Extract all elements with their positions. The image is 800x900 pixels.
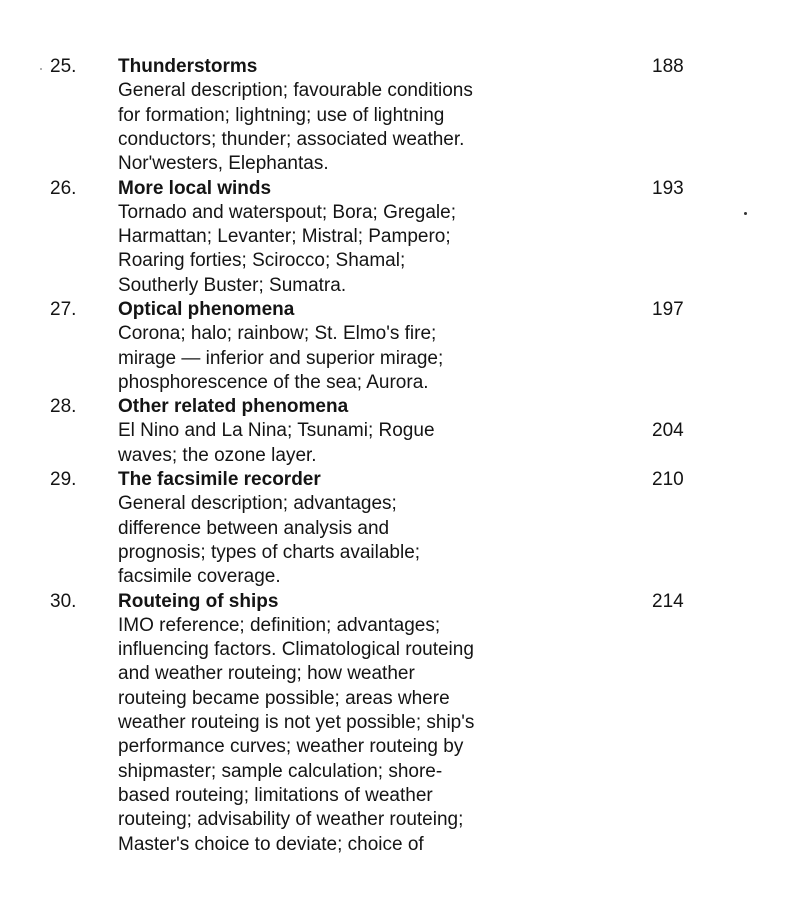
entry-description-line: performance curves; weather routeing by bbox=[118, 736, 464, 758]
entry-description-line: Master's choice to deviate; choice of bbox=[118, 833, 424, 855]
entry-description-line: General description; favourable conditions bbox=[118, 80, 473, 102]
entry-description-line: conductors; thunder; associated weather. bbox=[118, 128, 465, 150]
entry-description-line: Roaring forties; Scirocco; Shamal; bbox=[118, 250, 406, 272]
entry-title: Other related phenomena bbox=[118, 396, 349, 417]
entry-page-number: 197 bbox=[652, 299, 684, 320]
entry-description-line: weather routeing is not yet possible; ship's bbox=[118, 712, 475, 733]
entry-description-line: Corona; halo; rainbow; St. Elmo's fire; bbox=[118, 323, 437, 345]
entry-number: 25. bbox=[50, 56, 77, 77]
entry-description-line: difference between analysis and bbox=[118, 517, 390, 539]
entry-description-line: influencing factors. Climatological routeing bbox=[118, 639, 474, 661]
entry-number: 28. bbox=[50, 396, 77, 417]
entry-title: Routeing of ships bbox=[118, 590, 279, 612]
entry-title: Optical phenomena bbox=[118, 299, 295, 320]
entry-description-line: Southerly Buster; Sumatra. bbox=[118, 274, 347, 296]
entry-title: Thunderstorms bbox=[118, 56, 258, 77]
entry-description-line: El Nino and La Nina; Tsunami; Rogue bbox=[118, 420, 435, 442]
entry-description-line: facsimile coverage. bbox=[118, 566, 281, 588]
entry-description-line: IMO reference; definition; advantages; bbox=[118, 614, 441, 636]
entry-page-number: 214 bbox=[652, 590, 684, 612]
entry-description-line: and weather routeing; how weather bbox=[118, 663, 415, 685]
entry-number: 29. bbox=[50, 469, 77, 490]
entry-description-line: mirage — inferior and superior mirage; bbox=[118, 347, 444, 369]
entry-description-line: Nor'westers, Elephantas. bbox=[118, 153, 329, 175]
entry-title: More local winds bbox=[118, 177, 272, 199]
entry-description-line: shipmaster; sample calculation; shore- bbox=[118, 760, 443, 782]
entry-description-line: waves; the ozone layer. bbox=[118, 444, 317, 466]
entry-number: 26. bbox=[50, 177, 77, 199]
entry-page-number: 204 bbox=[652, 420, 684, 442]
entry-page-number: 188 bbox=[652, 56, 684, 77]
entry-description-line: prognosis; types of charts available; bbox=[118, 541, 421, 563]
entry-title: The facsimile recorder bbox=[118, 469, 321, 490]
entry-number: 27. bbox=[50, 299, 77, 320]
entry-page-number: 210 bbox=[652, 469, 684, 490]
entry-description-line: routeing became possible; areas where bbox=[118, 687, 450, 709]
entry-page-number: 193 bbox=[652, 177, 684, 199]
entry-description-line: Harmattan; Levanter; Mistral; Pampero; bbox=[118, 226, 451, 248]
entry-description-line: General description; advantages; bbox=[118, 493, 397, 515]
entry-description-line: based routeing; limitations of weather bbox=[118, 784, 433, 806]
scan-speck bbox=[40, 68, 42, 70]
entry-description-line: routeing; advisability of weather routeing; bbox=[118, 809, 464, 831]
entry-number: 30. bbox=[50, 590, 77, 612]
scan-speck bbox=[744, 212, 747, 215]
entry-description-line: for formation; lightning; use of lightning bbox=[118, 104, 445, 126]
entry-description-line: phosphorescence of the sea; Aurora. bbox=[118, 371, 429, 393]
entry-description-line: Tornado and waterspout; Bora; Gregale; bbox=[118, 201, 456, 223]
